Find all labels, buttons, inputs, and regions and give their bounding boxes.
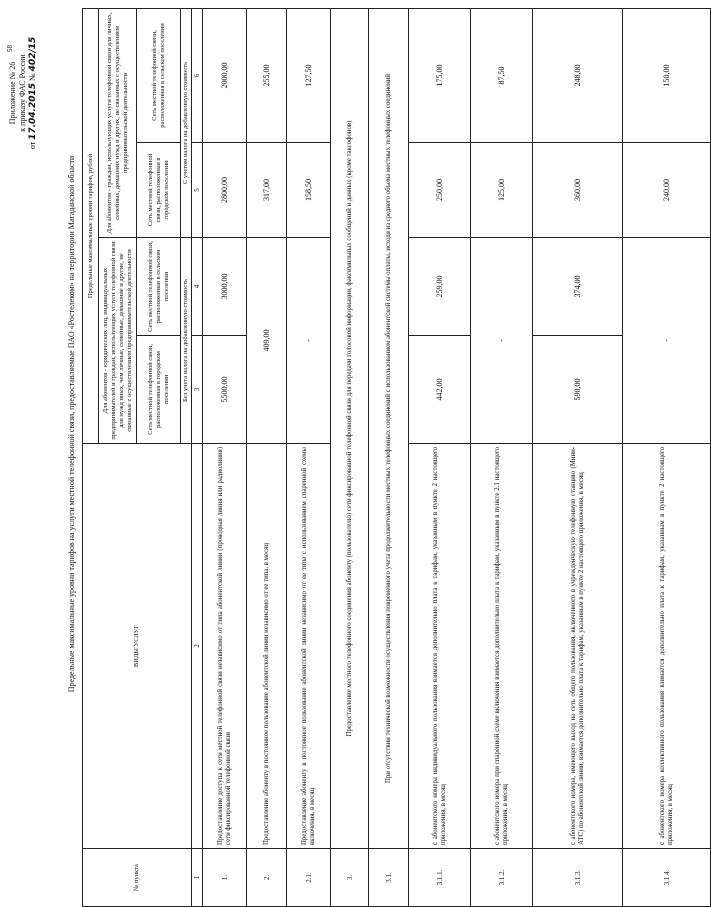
header-urban-1: Сеть местной телефонной связи, расположенная в городском поселении [137,336,181,444]
handwritten-date: 17.04.2015 [28,82,38,140]
value-cell: 248,00 [533,9,623,143]
table-row [409,9,471,907]
value-cell: 259,00 [409,238,471,336]
header-rural-1: Сеть местной телефонной связи, расположенная в сельском поселении [137,238,181,336]
row-description: с абонентского номера коллективного пользования взимается дополнительно плата к тарифам, указанным в пункте 2 настоящего приложения, в месяц [623,444,711,849]
value-cell: 127,50 [287,9,331,143]
handwritten-order-number: 402/15 [28,36,38,72]
row-number: 3.1. [369,849,409,907]
value-cell: 255,00 [247,9,287,143]
header-persons: Для абонентов - граждан, использующих услуги телефонной связи для личных, семейных, домашних нужд и других, не связанных с осуществлением предпринимательской деятельности [99,9,137,238]
header-point-number: № пункта [83,849,192,907]
row-number: 3. [331,849,369,907]
header-col-number: 3 [192,336,203,444]
value-cell-merged: - [623,238,711,444]
row-description: с абонентского номера, имеющего выход на сеть общего пользования, включенного в учрежденческую телефонную станцию (Мини-АТС) по абонентской линии, взимается дополнительно плата к тарифам, указанным в пункте 2 настоящего приложения, в месяц [533,444,623,849]
header-rural-2: Сеть местной телефонной связи, расположенная в сельском поселении [137,9,181,143]
header-row-1 [83,9,99,907]
appendix-block [8,8,38,178]
value-cell: 2000,00 [203,9,247,143]
table-row [533,9,623,907]
document-title: Предельные максимальные уровни тарифов на услуги местной телефонной связи, предоставляемые ПАО «Ростелеком» на территории Магаданской области [67,155,76,693]
row-number: 3.1.4. [623,849,711,907]
page-number: 58 [6,45,14,52]
header-col-number: 5 [192,143,203,238]
section-description: Предоставление местного телефонного соединения абоненту (пользователю) сети фиксированной телефонной связи для передачи голосовой информации, факсимильных сообщений и данных (кроме таксофонов) [331,9,369,849]
value-cell: 374,00 [533,238,623,336]
header-col-number: 4 [192,238,203,336]
appendix-line-2: к приказу ФАС России [18,54,27,132]
value-cell: 240,00 [623,143,711,238]
table-row [247,9,287,907]
appendix-line-1: Приложение № 26 [8,61,17,125]
value-cell: 158,50 [287,143,331,238]
header-urban-2: Сеть местной телефонной связи, расположенная в городском поселении [137,143,181,238]
value-cell-merged: - [471,238,533,444]
row-number: 2.1. [287,849,331,907]
value-cell: 360,00 [533,143,623,238]
table-row [287,9,331,907]
value-cell: 175,00 [409,9,471,143]
header-col-number: 2 [192,444,203,849]
section-description: При отсутствии технической возможности осуществления повременного учета продолжительности местных телефонных соединений с использованием абонентской системы оплаты, исходя из среднего объема местных телефонных соединений [369,9,409,849]
header-numbering-row [192,9,203,907]
value-cell: 3000,00 [203,238,247,336]
row-number: 3.1.2. [471,849,533,907]
value-cell: 150,00 [623,9,711,143]
row-description: Предоставление абоненту в постоянное пользование абонентской линии независимо от ее типа, в месяц [247,444,287,849]
appendix-line-3 [28,8,38,178]
value-cell: 2800,00 [203,143,247,238]
header-col-number: 1 [192,849,203,907]
row-description: с абонентского номера при спаренной схеме включения взимается дополнительно плата к тарифам, указанным в пункте 2.1 настоящего приложения, в месяц [471,444,533,849]
header-services: ВИДЫ УСЛУГ [83,444,192,849]
section-row [331,9,369,907]
value-cell: 590,00 [533,336,623,444]
row-number: 3.1.3. [533,849,623,907]
table-row [203,9,247,907]
table-row [471,9,533,907]
value-cell: 317,00 [247,143,287,238]
value-cell: 87,50 [471,9,533,143]
row-number: 1. [203,849,247,907]
row-description: с абонентского номера индивидуального пользования взимается дополнительно плата к тарифам, указанным в пункте 2 настоящего приложения, в месяц [409,444,471,849]
appendix-number-prefix: № [28,73,37,81]
header-tariff-group: Предельные максимальные уровни тарифов, рублей [83,9,99,444]
value-cell: 125,00 [471,143,533,238]
row-description: Предоставление абоненту в постоянное пользование абонентской линии независимо от ее типа с использованием спаренной схемы включения, в месяц [287,444,331,849]
row-number: 3.1.1. [409,849,471,907]
appendix-date-prefix: от [28,141,37,150]
section-row [369,9,409,907]
header-organizations: Для абонентов - юридических лиц, индивидуальных предпринимателей и граждан, использующих услуги телефонной связи для нужд иных, чем личные, семейные, домашние и другие, не связанные с осуществлением предпринимательской деятельности [99,238,137,444]
tariff-table [82,8,711,907]
header-col-number: 6 [192,9,203,143]
header-with-vat: С учетом налога на добавленную стоимость [181,9,192,238]
value-cell: 442,00 [409,336,471,444]
row-number: 2. [247,849,287,907]
value-cell: 250,00 [409,143,471,238]
row-description: Предоставление доступа к сети местной телефонной связи независимо от типа абонентской линии (проводная линия или радиолиния) сети фиксированной телефонной связи [203,444,247,849]
value-cell-merged: - [287,238,331,444]
value-cell: 5500,00 [203,336,247,444]
table-row [623,9,711,907]
header-without-vat: Без учета налога на добавленную стоимость [181,238,192,444]
value-cell-merged: 409,00 [247,238,287,444]
